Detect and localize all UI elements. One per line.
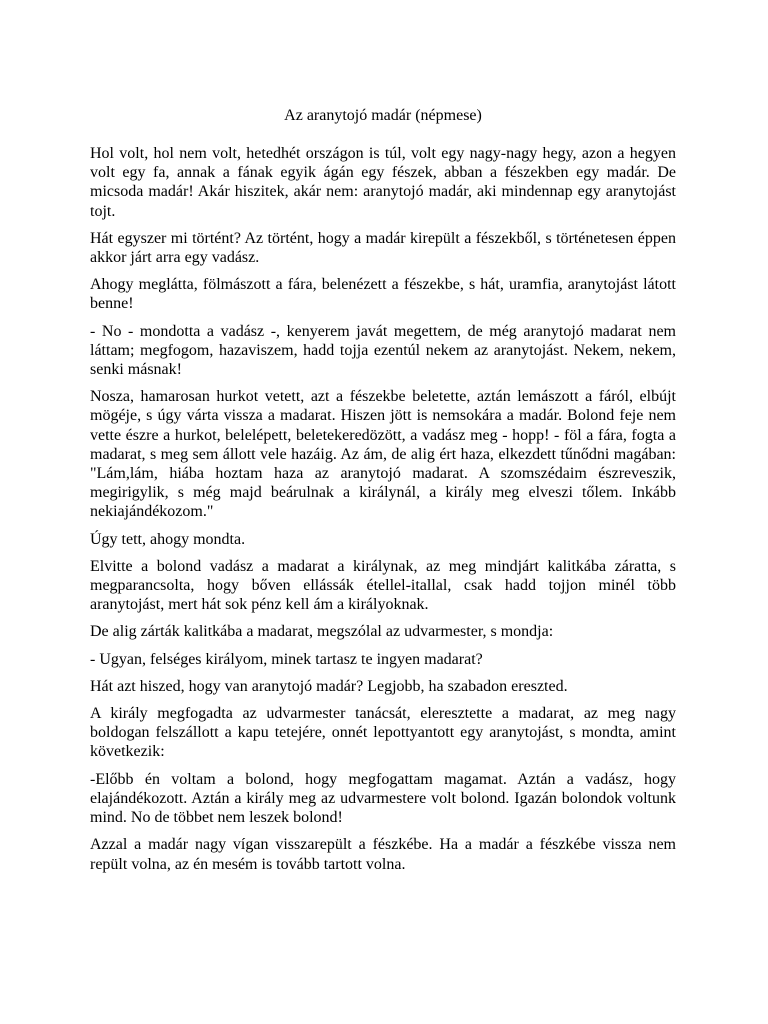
paragraph: Hát azt hiszed, hogy van aranytojó madár? Legjobb, ha szabadon ereszted. [90,677,568,695]
paragraph: Hol volt, hol nem volt, hetedhét országon is túl, volt egy nagy-nagy hegy, azon a hegyen volt egy fa, annak a fának egyik ágán egy fészek, abban a fészekben egy madár. De micsoda madár! Akár hiszitek, akár nem: aranytojó madár, aki mindennap egy aranytojást tojt. [90,145,676,220]
paragraph: -Előbb én voltam a bolond, hogy megfogattam magamat. Aztán a vadász, hogy elajándékozott. Aztán a király meg az udvarmestere volt bolond. Igazán bolondok voltunk mind. No de többet nem leszek bolond! [90,770,676,827]
document-title: Az aranytojó madár (népmese) [284,107,482,124]
paragraph: Elvitte a bolond vadász a madarat a királynak, az meg mindjárt kalitkába záratta, s megparancsolta, hogy bőven ellássák étellel-itallal, csak hadd tojjon minél több aranytojást, mert hát sok pénz kell ám a királyoknak. [90,557,676,614]
paragraph: Hát egyszer mi történt? Az történt, hogy a madár kirepült a fészekből, s történetesen éppen akkor járt arra egy vadász. [90,229,676,267]
paragraph: De alig zárták kalitkába a madarat, megszólal az udvarmester, s mondja: [90,623,554,641]
paragraph: Ahogy meglátta, fölmászott a fára, belenézett a fészekbe, s hát, uramfia, aranytojást látott benne! [90,276,676,313]
paragraph: A király megfogadta az udvarmester tanácsát, eleresztette a madarat, az meg nagy boldogan felszállott a kapu tetejére, onnét lepottyantott egy aranytojást, s mondta, amint következik: [90,705,676,761]
paragraph: Azzal a madár nagy vígan visszarepült a fészkébe. Ha a madár a fészkébe vissza nem repült volna, az én mesém is tovább tartott volna. [90,836,676,873]
paragraph: - No - mondotta a vadász -, kenyerem javát megettem, de még aranytojó madarat nem láttam; megfogom, hazaviszem, hadd tojja ezentúl nekem az aranytojást. Nekem, nekem, senki másnak! [90,322,676,379]
paragraph: Úgy tett, ahogy mondta. [90,530,246,548]
document-page [90,106,676,882]
paragraph: Nosza, hamarosan hurkot vetett, azt a fészekbe beletette, aztán lemászott a fáról, elbújt mögéje, s úgy várta vissza a madarat. Hiszen jött is nemsokára a madár. Bolond feje nem vette észre a hurkot, belelépett, beletekeredözött, a vadász meg - hopp! - föl a fára, fogta a madarat, s meg sem állott vele hazáig. Az ám, de alig ért haza, elkezdett tűnődni magában: "Lám,lám, hiába hoztam haza az aranytojó madarat. A szomszédaim észreveszik, megirigylik, s még majd beárulnak a királynál, a király meg elveszi tőlem. Inkább nekiajándékozom." [90,388,676,521]
paragraph: - Ugyan, felséges királyom, minek tartasz te ingyen madarat? [90,650,483,668]
